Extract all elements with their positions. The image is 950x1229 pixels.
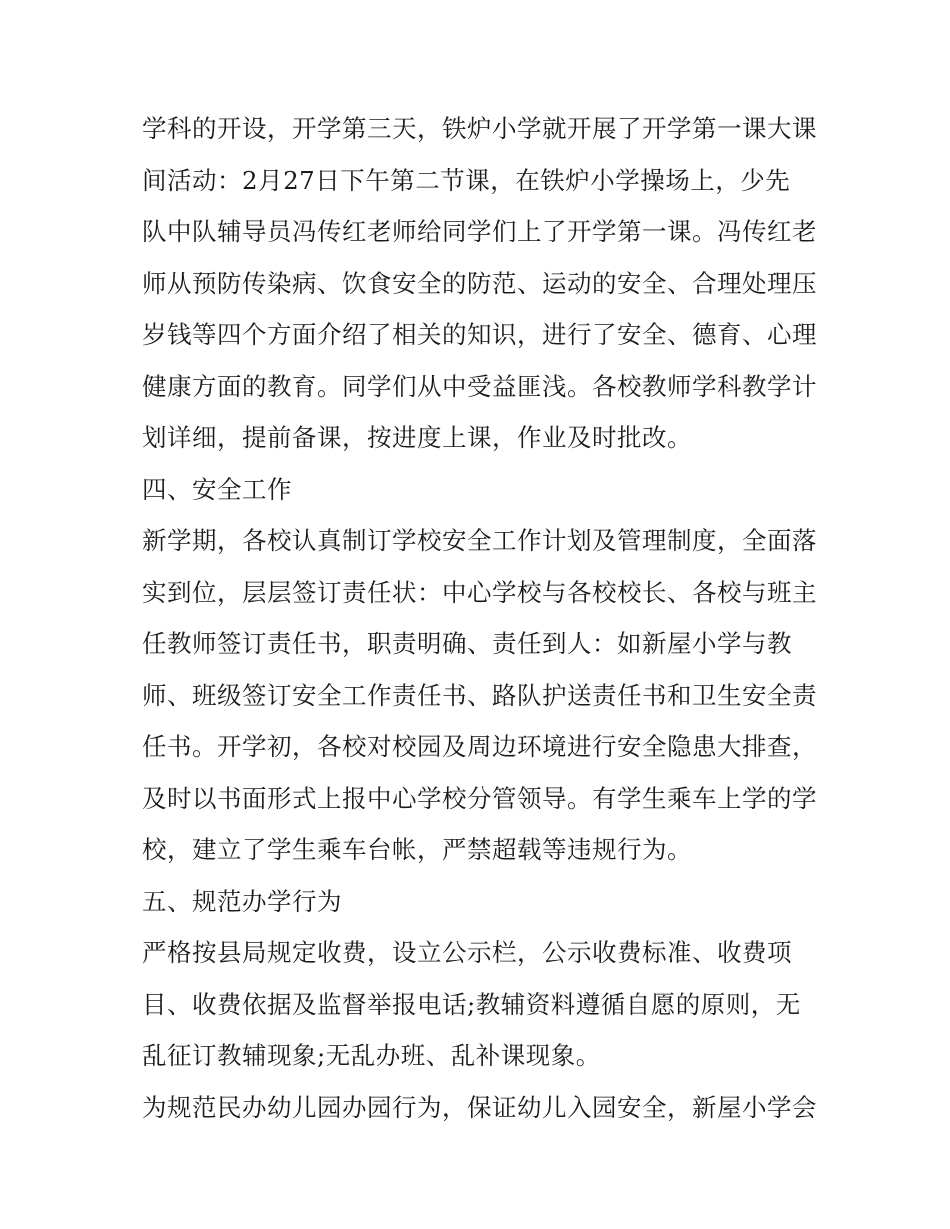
paragraph-line: 师从预防传染病、饮食安全的防范、运动的安全、合理处理压 <box>142 269 817 298</box>
paragraph-line: 间活动：2月27日下午第二节课，在铁炉小学操场上，少先 <box>142 166 791 195</box>
section-heading-conduct: 五、规范办学行为 <box>142 887 342 916</box>
paragraph-line: 学科的开设，开学第三天，铁炉小学就开展了开学第一课大课 <box>142 114 817 143</box>
paragraph-line: 校，建立了学生乘车台帐，严禁超载等违规行为。 <box>142 835 692 864</box>
paragraph-line: 目、收费依据及监督举报电话;教辅资料遵循自愿的原则，无 <box>142 990 801 1019</box>
paragraph-line: 划详细，提前备课，按进度上课，作业及时批改。 <box>142 423 692 452</box>
paragraph-line: 师、班级签订安全工作责任书、路队护送责任书和卫生安全责 <box>142 681 817 710</box>
paragraph-line: 及时以书面形式上报中心学校分管领导。有学生乘车上学的学 <box>142 784 817 813</box>
paragraph-line: 新学期，各校认真制订学校安全工作计划及管理制度，全面落 <box>142 526 817 555</box>
section-heading-safety: 四、安全工作 <box>142 475 292 504</box>
paragraph-line: 任书。开学初，各校对校园及周边环境进行安全隐患大排查， <box>142 732 817 761</box>
paragraph-line: 任教师签订责任书，职责明确、责任到人：如新屋小学与教 <box>142 629 792 658</box>
paragraph-line: 队中队辅导员冯传红老师给同学们上了开学第一课。冯传红老 <box>142 217 817 246</box>
paragraph-line: 健康方面的教育。同学们从中受益匪浅。各校教师学科教学计 <box>142 372 817 401</box>
paragraph-line: 严格按县局规定收费，设立公示栏，公示收费标准、收费项 <box>142 938 792 967</box>
paragraph-line: 为规范民办幼儿园办园行为，保证幼儿入园安全，新屋小学会 <box>142 1093 817 1122</box>
paragraph-line: 岁钱等四个方面介绍了相关的知识，进行了安全、德育、心理 <box>142 320 817 349</box>
paragraph-line: 乱征订教辅现象;无乱办班、乱补课现象。 <box>142 1041 601 1070</box>
paragraph-line: 实到位，层层签订责任状：中心学校与各校校长、各校与班主 <box>142 578 817 607</box>
